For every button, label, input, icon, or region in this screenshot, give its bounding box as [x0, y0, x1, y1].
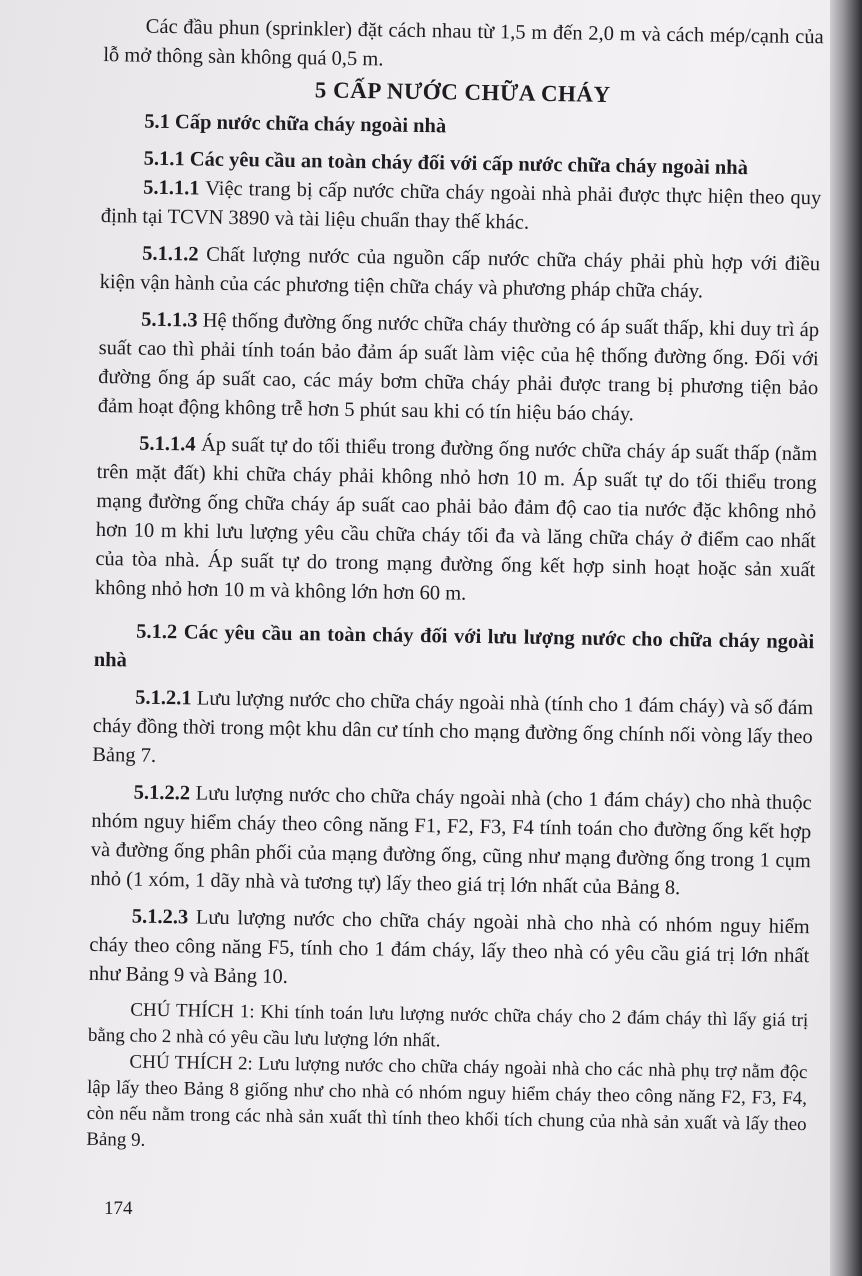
- clause-5-1-2-1: [92, 683, 813, 781]
- page-number: 174: [104, 1198, 133, 1219]
- section-5-1-1-heading: 5.1.1 Các yêu cầu an toàn cháy đối với cấp nước chữa cháy ngoài nhà: [143, 147, 749, 180]
- clause-5-1-1-2: [100, 239, 821, 308]
- clause-number: 5.1.1.4: [139, 432, 196, 456]
- clause-text: Lưu lượng nước cho chữa cháy ngoài nhà (tính cho 1 đám cháy) và số đám cháy đồng thời trong một khu dân cư tính cho mạng đường ống chính nối vòng lấy theo Bảng 7.: [92, 687, 814, 767]
- clause-text: Áp suất tự do tối thiểu trong đường ống nước chữa cháy áp suất thấp (nằm trên mặt đất) khi chữa cháy phải không nhỏ hơn 10 m. Áp suất tự do tối thiểu trong mạng đường ống chữa cháy áp suất cao phải bảo đảm độ cao tia nước đặc không nhỏ hơn 10 m khi lưu lượng yêu cầu chữa cháy tối đa và lăng chữa cháy ở điểm cao nhất của tòa nhà. Áp suất tự do trong mạng đường ống kết hợp sinh hoạt hoặc sản xuất không nhỏ hơn 10 m và không lớn hơn 60 m.: [94, 433, 818, 605]
- section-5-1-2-heading: 5.1.2 Các yêu cầu an toàn cháy đối với lưu lượng nước cho chữa cháy ngoài nhà: [93, 620, 815, 672]
- clause-number: 5.1.1.2: [142, 242, 199, 266]
- clause-text: Hệ thống đường ống nước chữa cháy thường có áp suất thấp, khi duy trì áp suất cao thì phải tính toán bảo đảm áp suất làm việc của hệ thống đường ống. Đối với đường ống áp suất cao, các máy bơm chữa cháy phải được trang bị phương tiện bảo đảm hoạt động không trễ hơn 5 phút sau khi có tín hiệu báo cháy.: [97, 309, 820, 426]
- clause-number: 5.1.2.2: [133, 781, 191, 805]
- clause-5-1-1-3: [98, 305, 820, 432]
- section-5-1-heading: 5.1 Cấp nước chữa cháy ngoài nhà: [144, 110, 447, 138]
- clause-5-1-1-1: [101, 173, 822, 242]
- note-2: CHÚ THÍCH 2: Lưu lượng nước cho chữa cháy ngoài nhà cho các nhà phụ trợ nằm độc lập lấy theo Bảng 8 giống như cho nhà có nhóm nguy hiểm cháy theo công năng F2, F3, F4, còn nếu nằm trong các nhà sản xuất thì tính theo khối tích chung của nhà sản xuất và lấy theo Bảng 9.: [86, 1051, 808, 1151]
- clause-text: Chất lượng nước của nguồn cấp nước chữa cháy phải phù hợp với điều kiện vận hành của các phương tiện chữa cháy và phương pháp chữa cháy.: [99, 243, 821, 303]
- clause-text: Lưu lượng nước cho chữa cháy ngoài nhà (cho 1 đám cháy) cho nhà thuộc nhóm nguy hiểm cháy theo công năng F1, F2, F3, F4 tính toán cho đường ống kết hợp và đường ống phân phối của mạng đường ống, cũng như mạng đường ống trong 1 cụm nhỏ (1 xóm, 1 dãy nhà và tương tự) lấy theo giá trị lớn nhất của Bảng 8.: [90, 782, 812, 900]
- clause-5-1-2-3: [89, 902, 810, 1000]
- clause-5-1-1-4: [95, 429, 818, 614]
- clause-number: 5.1.2.3: [131, 905, 189, 929]
- page-content: [86, 12, 824, 1164]
- clause-number: 5.1.1.3: [140, 308, 198, 332]
- clause-number: 5.1.1.1: [143, 176, 200, 200]
- intro-paragraph: Các đầu phun (sprinkler) đặt cách nhau từ 1,5 m đến 2,0 m và cách mép/cạnh của lỗ mở thông sàn không quá 0,5 m.: [103, 15, 824, 71]
- section-5-heading: 5 CẤP NƯỚC CHỮA CHÁY: [314, 77, 611, 107]
- note-1: CHÚ THÍCH 1: Khi tính toán lưu lượng nước chữa cháy cho 2 đám cháy thì lấy giá trị bằng cho 2 nhà có yêu cầu lưu lượng lớn nhất.: [87, 999, 809, 1052]
- clause-text: Việc trang bị cấp nước chữa cháy ngoài nhà phải được thực hiện theo quy định tại TCVN 3890 và tài liệu chuẩn thay thế khác.: [100, 177, 822, 234]
- clause-5-1-2-2: [90, 778, 812, 905]
- clause-number: 5.1.2.1: [135, 686, 192, 710]
- page-edge-shadow: [830, 0, 862, 1276]
- clause-text: Lưu lượng nước cho chữa cháy ngoài nhà cho nhà có nhóm nguy hiểm cháy theo công năng F5, tính cho 1 đám cháy, lấy theo nhà có yêu cầu giá trị lớn nhất như Bảng 9 và Bảng 10.: [88, 906, 810, 989]
